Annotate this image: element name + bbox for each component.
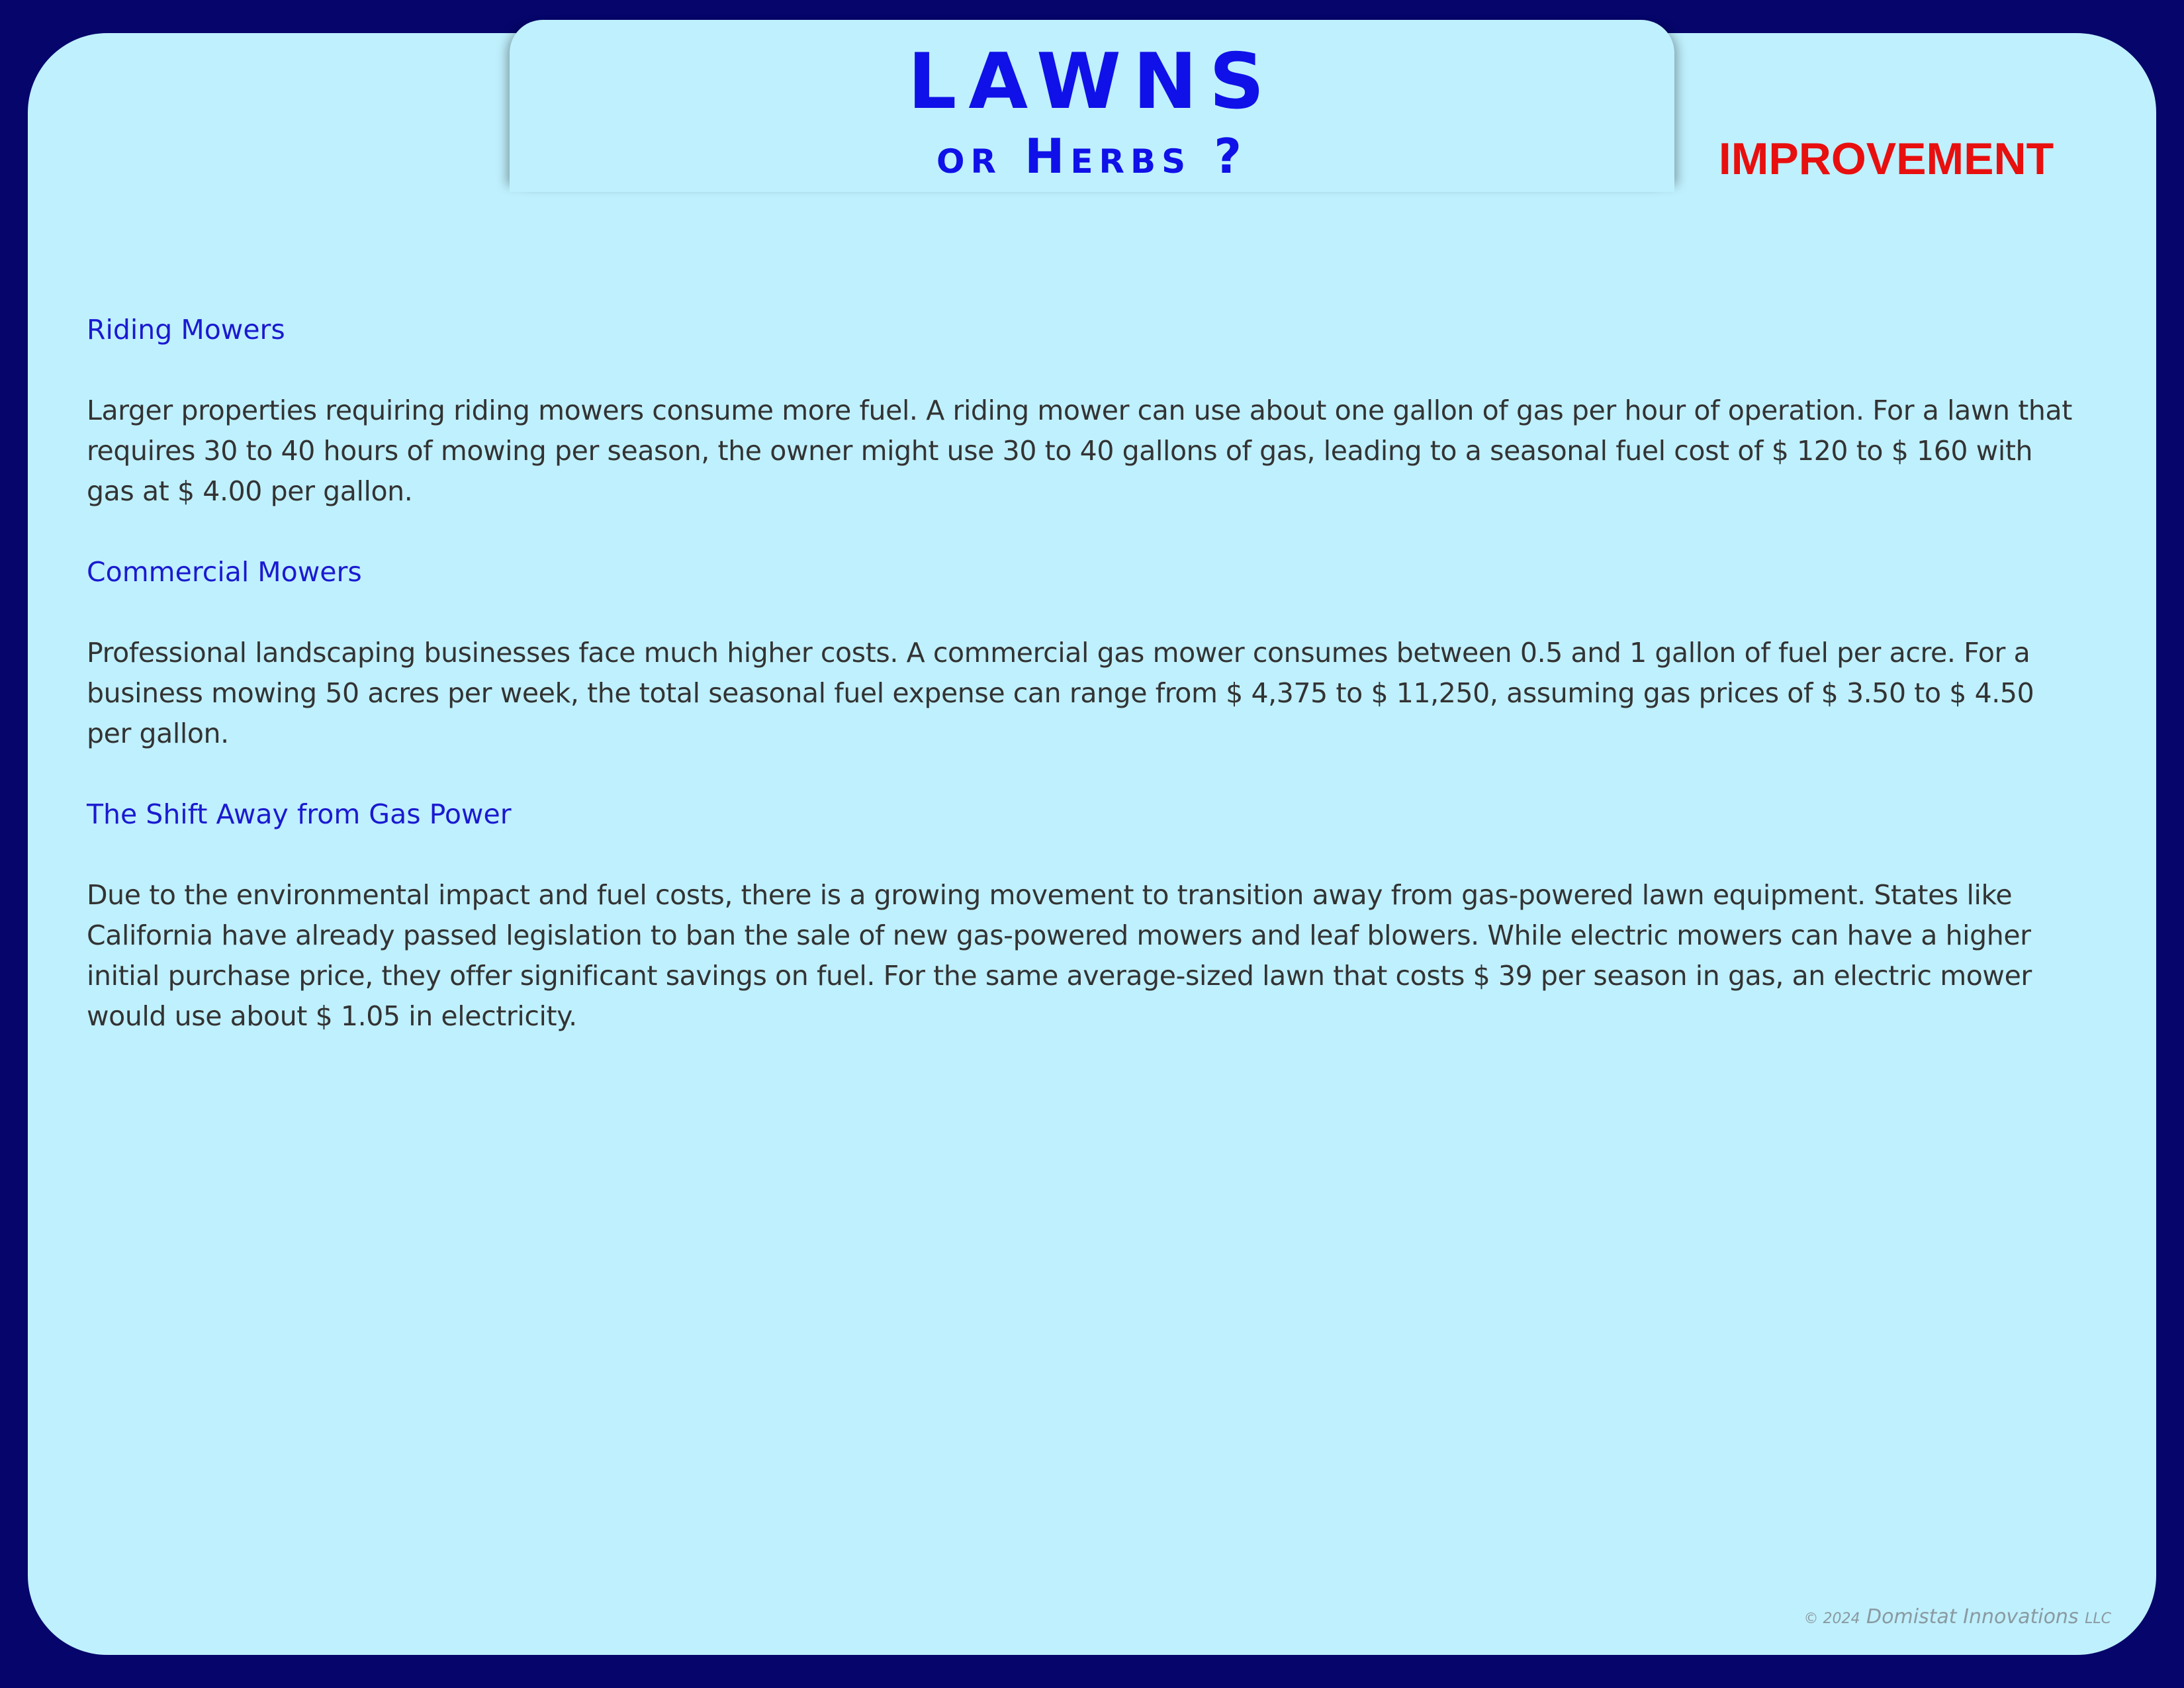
spacer	[87, 754, 2085, 794]
article-content	[87, 310, 2085, 1037]
company-suffix: LLC	[2085, 1611, 2111, 1627]
spacer	[87, 592, 2085, 633]
section-heading-riding-mowers: Riding Mowers	[87, 314, 285, 346]
copyright-year: © 2024	[1803, 1611, 1860, 1627]
section-body-shift-away: Due to the environmental impact and fuel costs, there is a growing movement to transition away from gas-powered lawn equipment. States like California have already passed legislation to ban the sale of new gas-powered mowers and leaf blowers. While electric mowers can have a higher initial purchase price, they offer significant savings on fuel. For the same average-sized lawn that costs $ 39 per season in gas, an electric mower would use about $ 1.05 in electricity.	[87, 879, 2032, 1032]
page-subtitle: or Herbs ?	[936, 128, 1248, 184]
spacer	[87, 835, 2085, 875]
category-tag: IMPROVEMENT	[1718, 134, 2054, 184]
section-heading-shift-away: The Shift Away from Gas Power	[87, 798, 512, 830]
spacer	[87, 512, 2085, 552]
copyright-footer	[1721, 1607, 2111, 1627]
spacer	[87, 350, 2085, 391]
company-name: Domistat Innovations	[1866, 1605, 2079, 1628]
page-title: LAWNS	[907, 37, 1277, 126]
section-body-riding-mowers: Larger properties requiring riding mowers consume more fuel. A riding mower can use about one gallon of gas per hour of operation. For a lawn that requires 30 to 40 hours of mowing per season, the owner might use 30 to 40 gallons of gas, leading to a seasonal fuel cost of $ 120 to $ 160 with gas at $ 4.00 per gallon.	[87, 395, 2072, 507]
section-body-commercial-mowers: Professional landscaping businesses face much higher costs. A commercial gas mower consumes between 0.5 and 1 gallon of fuel per acre. For a business mowing 50 acres per week, the total seasonal fuel expense can range from $ 4,375 to $ 11,250, assuming gas prices of $ 3.50 to $ 4.50 per gallon.	[87, 637, 2034, 749]
section-heading-commercial-mowers: Commercial Mowers	[87, 556, 362, 588]
